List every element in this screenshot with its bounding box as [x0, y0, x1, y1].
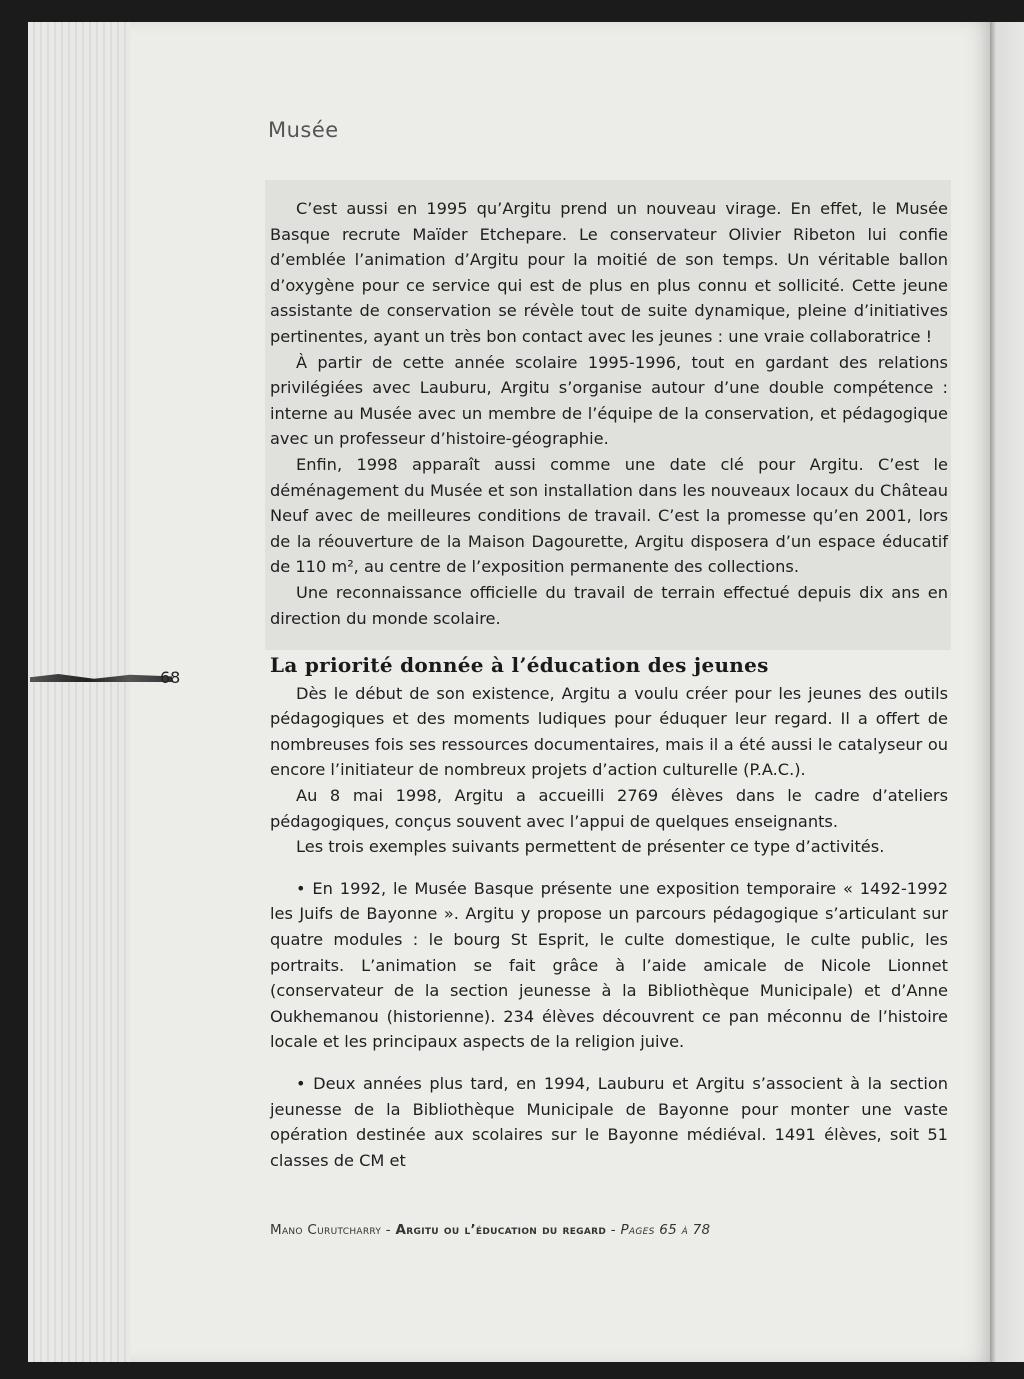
running-header: Musée: [268, 118, 339, 142]
footer-separator: -: [381, 1222, 396, 1238]
paragraph: Dès le début de son existence, Argitu a voulu créer pour les jeunes des outils pédagogiques et des moments ludiques pour éduquer leur regard. Il a offert de nombreuses fois ses ressources documentaires, mais il a été aussi le catalyseur ou encore l’initiateur de nombreux projets d’action culturelle (P.A.C.).: [270, 683, 948, 780]
footer-pages: Pages 65 à 78: [620, 1222, 711, 1238]
paragraph: Enfin, 1998 apparaît aussi comme une date clé pour Argitu. C’est le déménagement du Musée et son installation dans les nouveaux locaux du Château Neuf avec de meilleures conditions de travail. C’est la promesse qu’en 2001, lors de la réouverture de la Maison Dagourette, Argitu disposera d’un espace éducatif de 110 m², au centre de l’exposition permanente des collections.: [270, 454, 948, 577]
bullet-item: • En 1992, le Musée Basque présente une exposition temporaire « 1492-1992 les Juifs de Bayonne ». Argitu y propose un parcours pédagogique s’articulant sur quatre modules : le bourg St Esprit, le culte domestique, le culte public, les portraits. L’animation se fait grâce à l’aide amicale de Nicole Lionnet (conservateur de la section jeunesse à la Bibliothèque Municipale) et d’Anne Oukhemanou (historienne). 234 élèves découvrent ce pan méconnu de l’histoire locale et les principaux aspects de la religion juive.: [270, 878, 948, 1052]
paragraph: À partir de cette année scolaire 1995-1996, tout en gardant des relations privilégiées avec Lauburu, Argitu s’organise autour d’une double compétence : interne au Musée avec un membre de l’équipe de la conservation, et pédagogique avec un professeur d’histoire-géographie.: [270, 352, 948, 449]
facing-page-edge: [990, 22, 1024, 1362]
page-number: 68: [160, 668, 181, 687]
footer-article-title: Argitu ou l’éducation du regard: [395, 1222, 607, 1238]
body-text: [270, 196, 948, 1173]
footer-author: Mano Curutcharry: [270, 1222, 382, 1238]
page-number-marker: [30, 670, 150, 688]
paragraph: Au 8 mai 1998, Argitu a accueilli 2769 élèves dans le cadre d’ateliers pédagogiques, conçus souvent avec l’appui de quelques enseignants.: [270, 786, 948, 831]
bullet-item: • Deux années plus tard, en 1994, Lauburu et Argitu s’associent à la section jeunesse de la Bibliothèque Municipale de Bayonne pour monter une vaste opération destinée aux scolaires sur le Bayonne médiéval. 1491 élèves, soit 51 classes de CM et: [270, 1074, 948, 1170]
paragraph: C’est aussi en 1995 qu’Argitu prend un nouveau virage. En effet, le Musée Basque recrute Maïder Etchepare. Le conservateur Olivier Ribeton lui confie d’emblée l’animation d’Argitu pour la moitié de son temps. Un véritable ballon d’oxygène pour ce service qui est de plus en plus connu et sollicité. Cette jeune assistante de conservation se révèle tout de suite dynamique, pleine d’initiatives pertinentes, ayant un très bon contact avec les jeunes : une vraie collaboratrice !: [270, 199, 948, 346]
section-title: La priorité donnée à l’éducation des jeunes: [270, 653, 769, 678]
footer-separator: -: [606, 1222, 621, 1238]
paragraph: Une reconnaissance officielle du travail de terrain effectué depuis dix ans en direction du monde scolaire.: [270, 582, 948, 628]
paragraph: Les trois exemples suivants permettent de présenter ce type d’activités.: [296, 837, 885, 857]
page-footer: [270, 1222, 710, 1238]
